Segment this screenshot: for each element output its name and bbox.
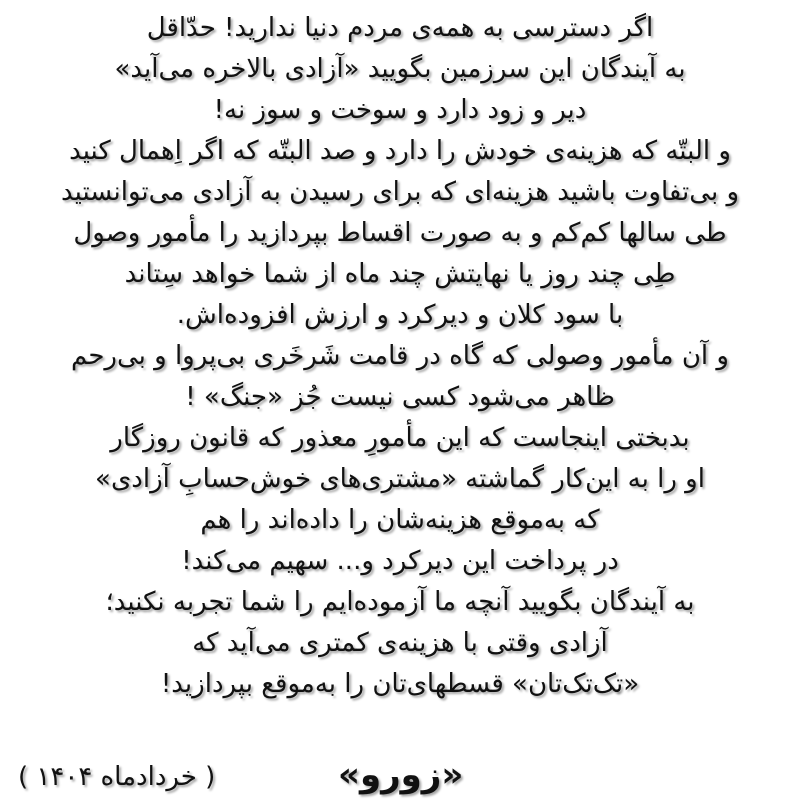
poem-line: طی سالها کم‌کم و به صورت اقساط بپردازید را مأمور وصول [73,218,727,248]
poem-line: و بی‌تفاوت باشید هزینه‌ای که برای رسیدن به آزادی می‌توانستید [60,177,740,207]
poem-line: و آن مأمور وصولی که گاه در قامت شَرخَری بی‌پروا و بی‌رحم [71,341,729,371]
poem-line: آزادی وقتی با هزینه‌ی کمتری می‌آید که [192,628,608,658]
poem-line: اگر دسترسی به همه‌ی مردم دنیا ندارید! حدّاقل [146,13,654,43]
poem-line: به آیندگان این سرزمین بگویید «آزادی بالاخره می‌آید» [114,54,686,84]
poem-body [0,8,800,705]
poem-line: به آیندگان بگویید آنچه ما آزموده‌ایم را شما تجربه نکنید؛ [105,587,695,617]
poem-line: «تک‌تک‌تان» قسطهای‌تان را به‌موقع بپردازید! [160,669,640,699]
poem-line: که به‌موقع هزینه‌شان را داده‌اند را هم [200,505,600,535]
poem-line: با سود کلان و دیرکرد و ارزش افزوده‌اش. [176,300,624,330]
poem-line: و البتّه که هزینه‌ی خودش را دارد و صد البتّه که اگر اِهمال کنید [69,136,731,166]
poem-line: ظاهر می‌شود کسی نیست جُز «جنگ» ! [185,382,615,412]
poem-line: در پرداخت این دیرکرد و... سهیم می‌کند! [181,546,619,576]
poem-line: او را به این‌کار گماشته «مشتری‌های خوش‌حسابِ آزادی» [95,464,705,494]
author-signature: «زورو» [338,755,464,795]
poem-line: دیر و زود دارد و سوخت و سوز نه! [213,95,587,125]
date-label: ( خردادماه ۱۴۰۴ ) [18,762,216,792]
poem-line: بدبختی اینجاست که این مأمورِ معذور که قانون روزگار [110,423,690,453]
poem-line: طِی چند روز یا نهایتش چند ماه از شما خواهد سِتاند [124,259,676,289]
